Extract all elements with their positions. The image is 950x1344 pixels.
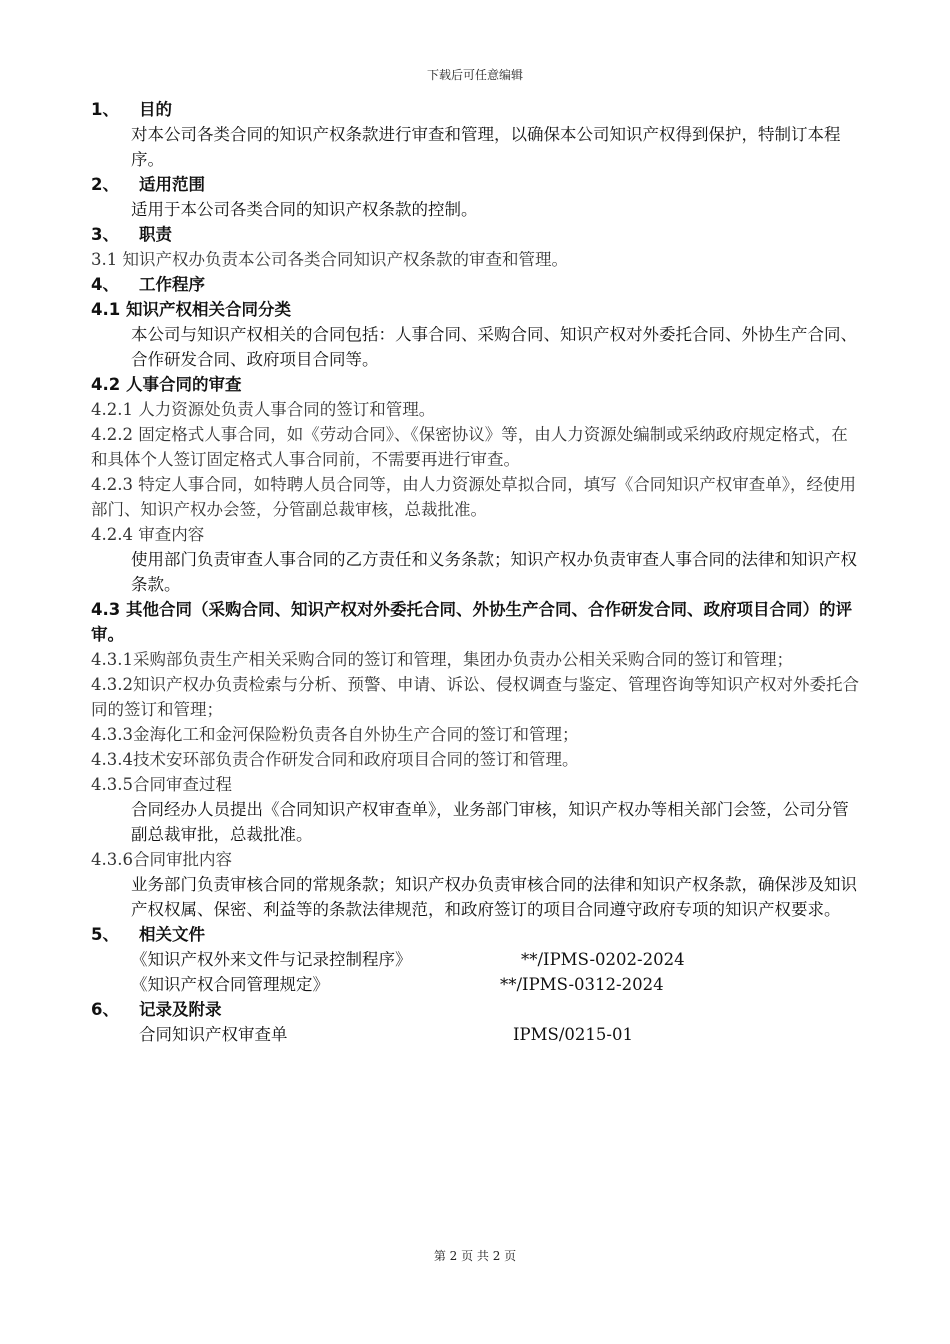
section-heading-6 xyxy=(91,997,863,1022)
related-document-row xyxy=(91,947,863,972)
paragraph: 3.1 知识产权办负责本公司各类合同知识产权条款的审查和管理。 xyxy=(91,250,568,269)
section-heading-5 xyxy=(91,922,863,947)
section-title: 工作程序 xyxy=(139,275,205,294)
paragraph: 本公司与知识产权相关的合同包括：人事合同、采购合同、知识产权对外委托合同、外协生产合同、合作研发合同、政府项目合同等。 xyxy=(131,325,857,369)
section-number: 3、 xyxy=(91,225,119,244)
paragraph: 4.2.4 审查内容 xyxy=(91,525,205,544)
section-number: 5、 xyxy=(91,925,119,944)
paragraph: 4.3.4技术安环部负责合作研发合同和政府项目合同的签订和管理。 xyxy=(91,750,579,769)
related-document-row xyxy=(91,972,863,997)
section-heading-1 xyxy=(91,97,863,122)
paragraph: 4.3.6合同审批内容 xyxy=(91,850,232,869)
document-code: **/IPMS-0202-2024 xyxy=(521,950,685,969)
document-name: 《知识产权合同管理规定》 xyxy=(131,975,329,994)
paragraph: 4.3.1采购部负责生产相关采购合同的签订和管理，集团办负责办公相关采购合同的签订和管理； xyxy=(91,650,793,669)
section-title: 职责 xyxy=(139,225,172,244)
record-row xyxy=(91,1022,863,1047)
paragraph: 4.2.1 人力资源处负责人事合同的签订和管理。 xyxy=(91,400,436,419)
section-heading-3 xyxy=(91,222,863,247)
section-heading-2 xyxy=(91,172,863,197)
section-title: 相关文件 xyxy=(139,925,205,944)
section-heading-4 xyxy=(91,272,863,297)
section-title: 记录及附录 xyxy=(139,1000,222,1019)
document-body xyxy=(91,97,863,1047)
subsection-heading: 4.2 人事合同的审查 xyxy=(91,375,242,394)
section-number: 2、 xyxy=(91,175,119,194)
section-number: 6、 xyxy=(91,1000,119,1019)
paragraph: 对本公司各类合同的知识产权条款进行审查和管理，以确保本公司知识产权得到保护，特制订本程序。 xyxy=(131,125,841,169)
subsection-heading: 4.3 其他合同（采购合同、知识产权对外委托合同、外协生产合同、合作研发合同、政府项目合同）的评审。 xyxy=(91,600,852,644)
page-footer: 第 2 页 共 2 页 xyxy=(433,1249,517,1263)
document-name: 《知识产权外来文件与记录控制程序》 xyxy=(131,950,412,969)
paragraph: 使用部门负责审查人事合同的乙方责任和义务条款；知识产权办负责审查人事合同的法律和知识产权条款。 xyxy=(131,550,857,594)
page-header: 下载后可任意编辑 xyxy=(426,68,523,82)
subsection-heading: 4.1 知识产权相关合同分类 xyxy=(91,300,291,319)
paragraph: 4.2.2 固定格式人事合同，如《劳动合同》、《保密协议》等，由人力资源处编制或采纳政府规定格式，在和具体个人签订固定格式人事合同前，不需要再进行审查。 xyxy=(91,425,848,469)
paragraph: 4.3.3金海化工和金河保险粉负责各自外协生产合同的签订和管理； xyxy=(91,725,579,744)
paragraph: 合同经办人员提出《合同知识产权审查单》，业务部门审核，知识产权办等相关部门会签，公司分管副总裁审批，总裁批准。 xyxy=(131,800,849,844)
record-code: IPMS/0215-01 xyxy=(513,1025,633,1044)
document-code: **/IPMS-0312-2024 xyxy=(500,975,664,994)
section-number: 4、 xyxy=(91,275,119,294)
paragraph: 4.3.2知识产权办负责检索与分析、预警、申请、诉讼、侵权调查与鉴定、管理咨询等知识产权对外委托合同的签订和管理； xyxy=(91,675,859,719)
record-name: 合同知识产权审查单 xyxy=(139,1025,288,1044)
section-number: 1、 xyxy=(91,100,119,119)
paragraph: 4.2.3 特定人事合同，如特聘人员合同等，由人力资源处草拟合同，填写《合同知识产权审查单》，经使用部门、知识产权办会签，分管副总裁审核，总裁批准。 xyxy=(91,475,856,519)
section-title: 目的 xyxy=(139,100,172,119)
paragraph: 业务部门负责审核合同的常规条款；知识产权办负责审核合同的法律和知识产权条款，确保涉及知识产权权属、保密、利益等的条款法律规范，和政府签订的项目合同遵守政府专项的知识产权要求。 xyxy=(131,875,857,919)
paragraph: 4.3.5合同审查过程 xyxy=(91,775,232,794)
paragraph: 适用于本公司各类合同的知识产权条款的控制。 xyxy=(131,200,478,219)
section-title: 适用范围 xyxy=(139,175,205,194)
